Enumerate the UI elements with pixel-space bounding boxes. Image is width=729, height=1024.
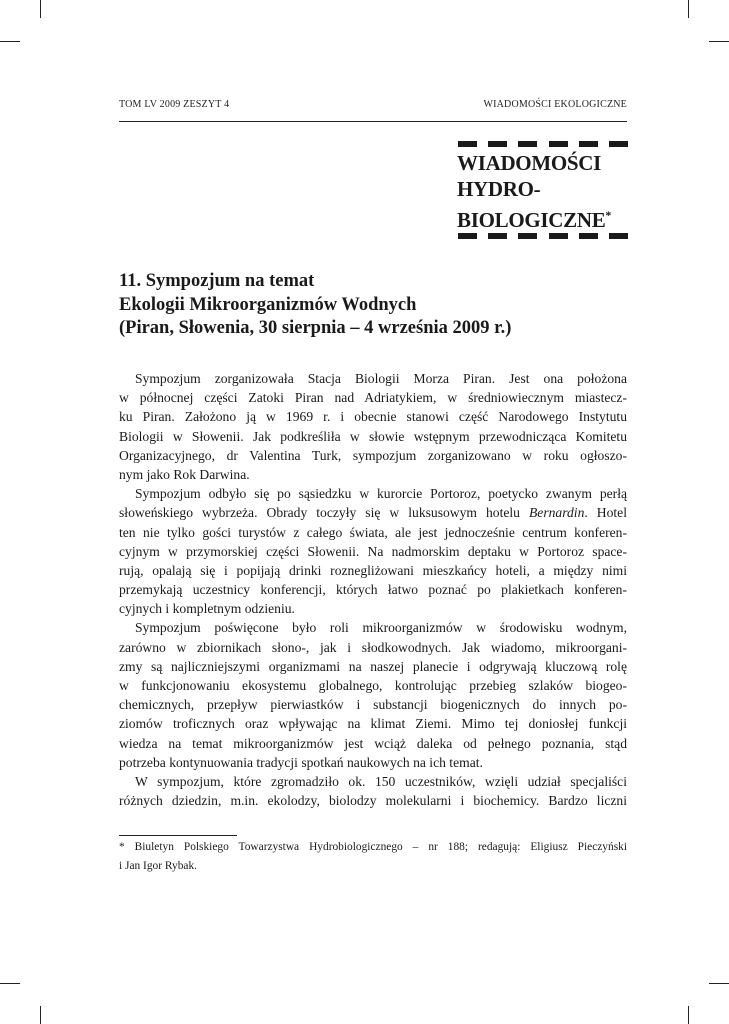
text-line: Sympozjum poświęcone było roli mikroorganizmów w środowisku wodnym,: [135, 620, 627, 636]
running-head-journal: WIADOMOŚCI EKOLOGICZNE: [483, 99, 627, 110]
text-line: różnych dziedzin, m.in. ekolodzy, biolodzy molekularni i biochemicy. Bardzo liczni: [119, 793, 627, 809]
section-dash-rule-top: [458, 141, 628, 147]
article-title: [119, 270, 629, 341]
text-line: słoweńskiego wybrzeża. Obrady toczyły się w luksusowym hotelu Bernardin. Hotel: [119, 505, 627, 521]
crop-mark-bottom-left-h: [0, 983, 20, 984]
article-title-line-3: (Piran, Słowenia, 30 sierpnia – 4 września 2009 r.): [119, 318, 512, 338]
crop-mark-bottom-left: [40, 1006, 41, 1024]
crop-mark-top-right-h: [709, 41, 729, 42]
crop-mark-top-right: [688, 0, 689, 18]
text-line: ku Piran. Założono ją w 1969 r. i obecnie stanowi część Narodowego Instytutu: [119, 409, 627, 425]
section-title-line-1: WIADOMOŚCI: [457, 151, 602, 175]
running-head-volume: TOM LV 2009 ZESZYT 4: [119, 99, 230, 110]
text-line: potrzeba kontynuowania tradycji spotkań naukowych na ich temat.: [119, 754, 483, 770]
crop-mark-bottom-right: [688, 1006, 689, 1024]
paragraph-3: [119, 618, 627, 772]
article-body: [119, 369, 627, 810]
section-title-line-3: BIOLOGICZNE*: [457, 208, 612, 232]
text-line: ten nie tylko gości turystów z całego świata, ale jest jednocześnie centrum konferen-: [119, 524, 627, 540]
section-title: [457, 150, 657, 233]
text-line: Sympozjum zorganizowała Stacja Biologii Morza Piran. Jest ona położona: [135, 371, 627, 386]
text-line: chemicznych, przepływ pierwiastków i substancji biogenicznych do innych po-: [119, 697, 627, 713]
text-line: W sympozjum, które zgromadziło ok. 150 uczestników, wzięli udział specjaliści: [135, 773, 627, 789]
paragraph-1: [119, 369, 627, 484]
text-line: przemykają uczestnicy konferencji, których łatwo poznać po plakietkach konferen-: [119, 582, 627, 598]
crop-mark-top-left-h: [0, 41, 20, 42]
footnote: [119, 838, 627, 876]
text-line: Organizacyjnego, dr Valentina Turk, sympozjum zorganizowano w roku ogłoszo-: [119, 447, 627, 463]
paragraph-4: [119, 772, 627, 810]
section-title-line-2: HYDRO-: [457, 177, 541, 201]
text-line: cyjnym w przymorskiej części Słowenii. Na nadmorskim deptaku w Portoroz space-: [119, 543, 627, 559]
paragraph-2: [119, 484, 627, 618]
text-line: wiedza na temat mikroorganizmów jest wciąż daleka od pełnego poznania, stąd: [119, 735, 627, 751]
text-line: cyjnych i kompletnym odzieniu.: [119, 601, 295, 617]
text-line: zmy są najliczniejszymi organizmami na naszej planecie i odgrywają kluczową rolę: [119, 658, 627, 674]
text-line: w funkcjonowaniu ekosystemu globalnego, kontrolując przebieg szlaków biogeo-: [119, 678, 627, 693]
text-line: w północnej części Zatoki Piran nad Adriatykiem, w średniowiecznym miastecz-: [119, 390, 627, 406]
article-title-line-1: 11. Sympozjum na temat: [119, 271, 315, 291]
crop-mark-top-left: [40, 0, 41, 18]
crop-mark-bottom-right-h: [709, 983, 729, 984]
header-rule: [119, 121, 627, 122]
text-line: Biologii w Słowenii. Jak podkreśliła w słowie wstępnym przewodnicząca Komitetu: [119, 428, 627, 444]
footnote-rule: [119, 835, 237, 836]
text-line: Sympozjum odbyło się po sąsiedzku w kurorcie Portoroz, poetycko zwanym perłą: [135, 486, 627, 502]
text-line: nym jako Rok Darwina.: [119, 466, 250, 482]
text-line: rują, opalają się i popijają drinki rozneglіżowani mieszkańcy hoteli, a między nimi: [119, 562, 627, 578]
footnote-mark: *: [605, 208, 612, 222]
article-title-line-2: Ekologii Mikroorganizmów Wodnych: [119, 294, 417, 315]
footnote-line: * Biuletyn Polskiego Towarzystwa Hydrobiologicznego – nr 188; redagują: Eligiusz Pieczyński: [119, 841, 627, 853]
text-line: ziomów troficznych oraz wpływając na klimat Ziemi. Mimo tej doniosłej funkcji: [119, 716, 627, 732]
section-dash-rule-bottom: [458, 233, 628, 239]
hotel-name: Bernardin: [528, 505, 585, 521]
footnote-line: i Jan Igor Rybak.: [119, 860, 197, 872]
text-line: zarówno w zbiornikach słono-, jak i słodkowodnych. Jak wiadomo, mikroorgani-: [119, 639, 627, 655]
